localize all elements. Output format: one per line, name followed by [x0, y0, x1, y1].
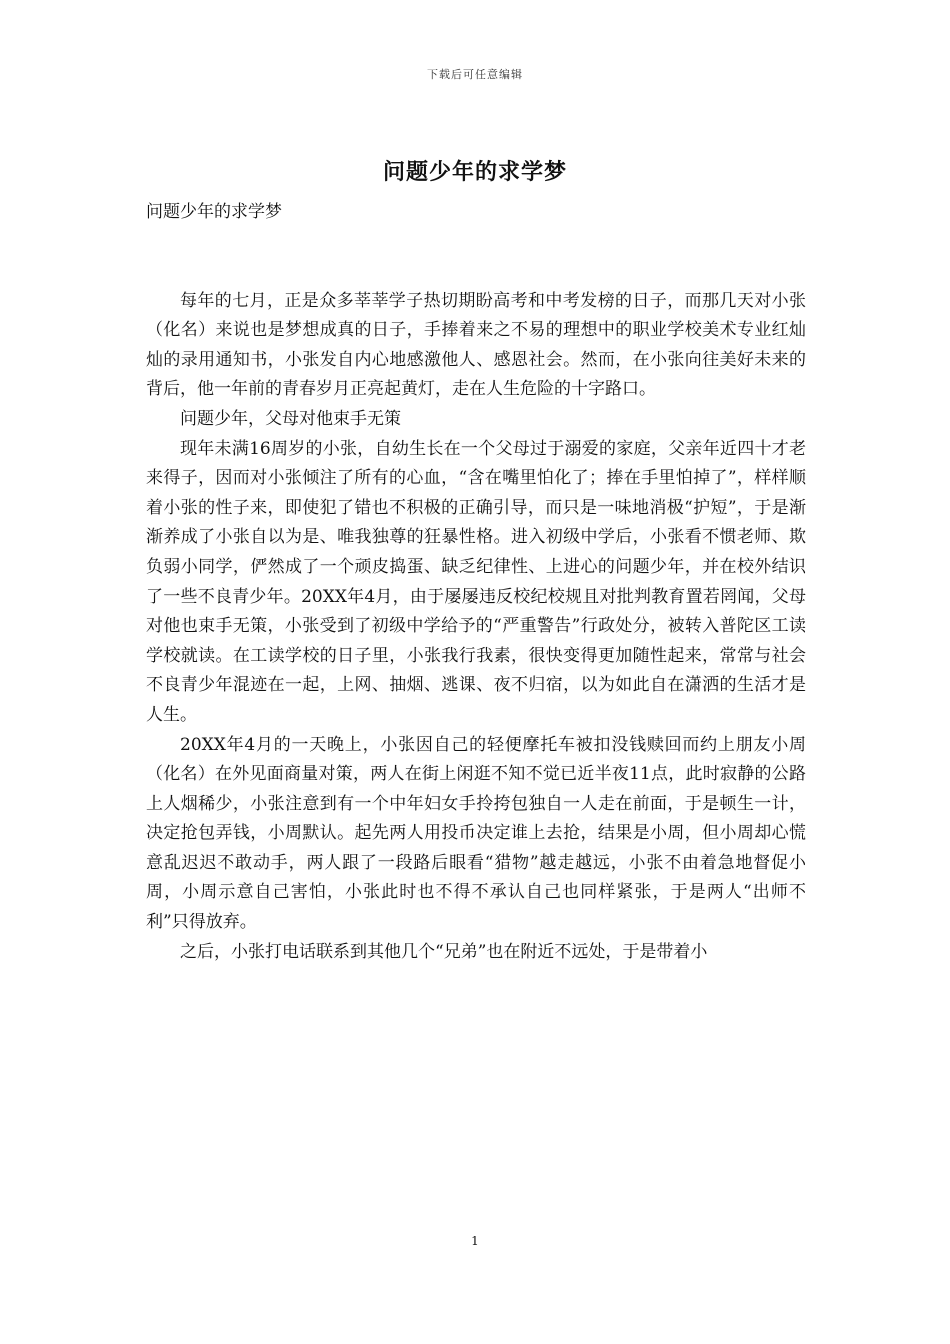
- header-note: 下载后可任意编辑: [427, 68, 523, 81]
- document-body: [146, 198, 806, 967]
- paragraph: 20XX年4月的一天晚上，小张因自己的轻便摩托车被扣没钱赎回而约上朋友小周（化名）在外见面商量对策，两人在街上闲逛不知不觉已近半夜11点，此时寂静的公路上人烟稀少，小张注意到有一个中年妇女手拎挎包独自一人走在前面，于是顿生一计，决定抢包弄钱，小周默认。起先两人用投币决定谁上去抢，结果是小周，但小周却心慌意乱迟迟不敢动手，两人跟了一段路后眼看“猎物”越走越远，小张不由着急地督促小周，小周示意自己害怕，小张此时也不得不承认自己也同样紧张，于是两人“出师不利”只得放弃。: [146, 734, 806, 933]
- document-title: 问题少年的求学梦: [382, 159, 567, 185]
- section-heading: 问题少年，父母对他束手无策: [180, 408, 401, 429]
- paragraph: 每年的七月，正是众多莘莘学子热切期盼高考和中考发榜的日子，而那几天对小张（化名）来说也是梦想成真的日子，手捧着来之不易的理想中的职业学校美术专业红灿灿的录用通知书，小张发自内心地感激他人、感恩社会。然而，在小张向往美好未来的背后，他一年前的青春岁月正亮起黄灯，走在人生危险的十字路口。: [146, 290, 806, 400]
- paragraph: 之后，小张打电话联系到其他几个“兄弟”也在附近不远处，于是带着小: [180, 941, 708, 962]
- document-subtitle: 问题少年的求学梦: [146, 202, 282, 222]
- page-number: 1: [471, 1234, 479, 1248]
- paragraph: 现年未满16周岁的小张，自幼生长在一个父母过于溺爱的家庭，父亲年近四十才老来得子，因而对小张倾注了所有的心血，“含在嘴里怕化了；捧在手里怕掉了”，样样顺着小张的性子来，即使犯了错也不积极的正确引导，而只是一味地消极“护短”，于是渐渐养成了小张自以为是、唯我独尊的狂暴性格。进入初级中学后，小张看不惯老师、欺负弱小同学，俨然成了一个顽皮捣蛋、缺乏纪律性、上进心的问题少年，并在校外结识了一些不良青少年。20XX年4月，由于屡屡违反校纪校规且对批判教育置若罔闻，父母对他也束手无策，小张受到了初级中学给予的“严重警告”行政处分，被转入普陀区工读学校就读。在工读学校的日子里，小张我行我素，很快变得更加随性起来，常常与社会不良青少年混迹在一起，上网、抽烟、逃课、夜不归宿，以为如此自在潇洒的生活才是人生。: [146, 438, 806, 725]
